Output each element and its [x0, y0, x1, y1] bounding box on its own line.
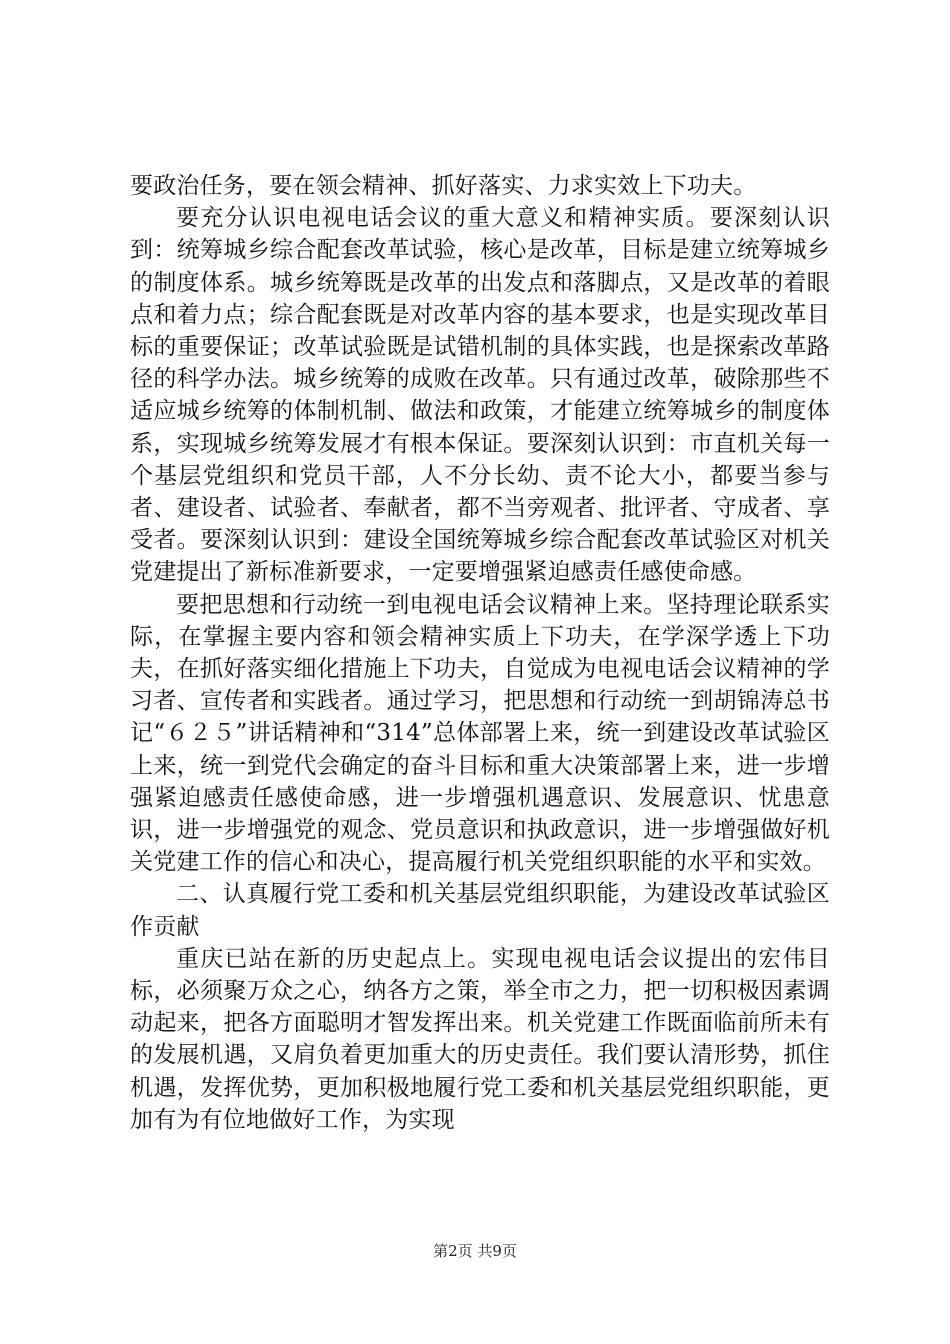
paragraph-1: 要政治任务，要在领会精神、抓好落实、力求实效上下功夫。 — [130, 173, 757, 199]
paragraph-5: 重庆已站在新的历史起点上。实现电视电话会议提出的宏伟目标，必须聚万众之心，纳各方之策，举全市之力，把一切积极因素调动起来，把各方面聪明才智发挥出来。机关党建工作既面临前所未有的发展机遇，又肩负着更加重大的历史责任。我们要认清形势，抓住机遇，发挥优势，更加积极地履行党工委和机关基层党组织职能，更加有为有位地做好工作，为实现 — [130, 945, 830, 1133]
document-body — [130, 170, 830, 1136]
page-footer: 第2页 共9页 — [433, 1242, 517, 1260]
paragraph-3: 要把思想和行动统一到电视电话会议精神上来。坚持理论联系实际，在掌握主要内容和领会精神实质上下功夫，在学深学透上下功夫，在抓好落实细化措施上下功夫，自觉成为电视电话会议精神的学习者、宣传者和实践者。通过学习，把思想和行动统一到胡锦涛总书记“６２５”讲话精神和“314”总体部署上来，统一到建设改革试验区上来，统一到党代会确定的奋斗目标和重大决策部署上来，进一步增强紧迫感责任感使命感，进一步增强机遇意识、发展意识、忧患意识，进一步增强党的观念、党员意识和执政意识，进一步增强做好机关党建工作的信心和决心，提高履行机关党组织职能的水平和实效。 — [130, 591, 830, 876]
section-heading: 二、认真履行党工委和机关基层党组织职能，为建设改革试验区作贡献 — [130, 881, 830, 940]
paragraph-2: 要充分认识电视电话会议的重大意义和精神实质。要深刻认识到：统筹城乡综合配套改革试验，核心是改革，目标是建立统筹城乡的制度体系。城乡统筹既是改革的出发点和落脚点，又是改革的着眼点和着力点；综合配套既是对改革内容的基本要求，也是实现改革目标的重要保证；改革试验既是试错机制的具体实践，也是探索改革路径的科学办法。城乡统筹的成败在改革。只有通过改革，破除那些不适应城乡统筹的体制机制、做法和政策，才能建立统筹城乡的制度体系，实现城乡统筹发展才有根本保证。要深刻认识到：市直机关每一个基层党组织和党员干部，人不分长幼、责不论大小，都要当参与者、建设者、试验者、奉献者，都不当旁观者、批评者、守成者、享受者。要深刻认识到：建设全国统筹城乡综合配套改革试验区对机关党建提出了新标准新要求，一定要增强紧迫感责任感使命感。 — [130, 205, 830, 586]
